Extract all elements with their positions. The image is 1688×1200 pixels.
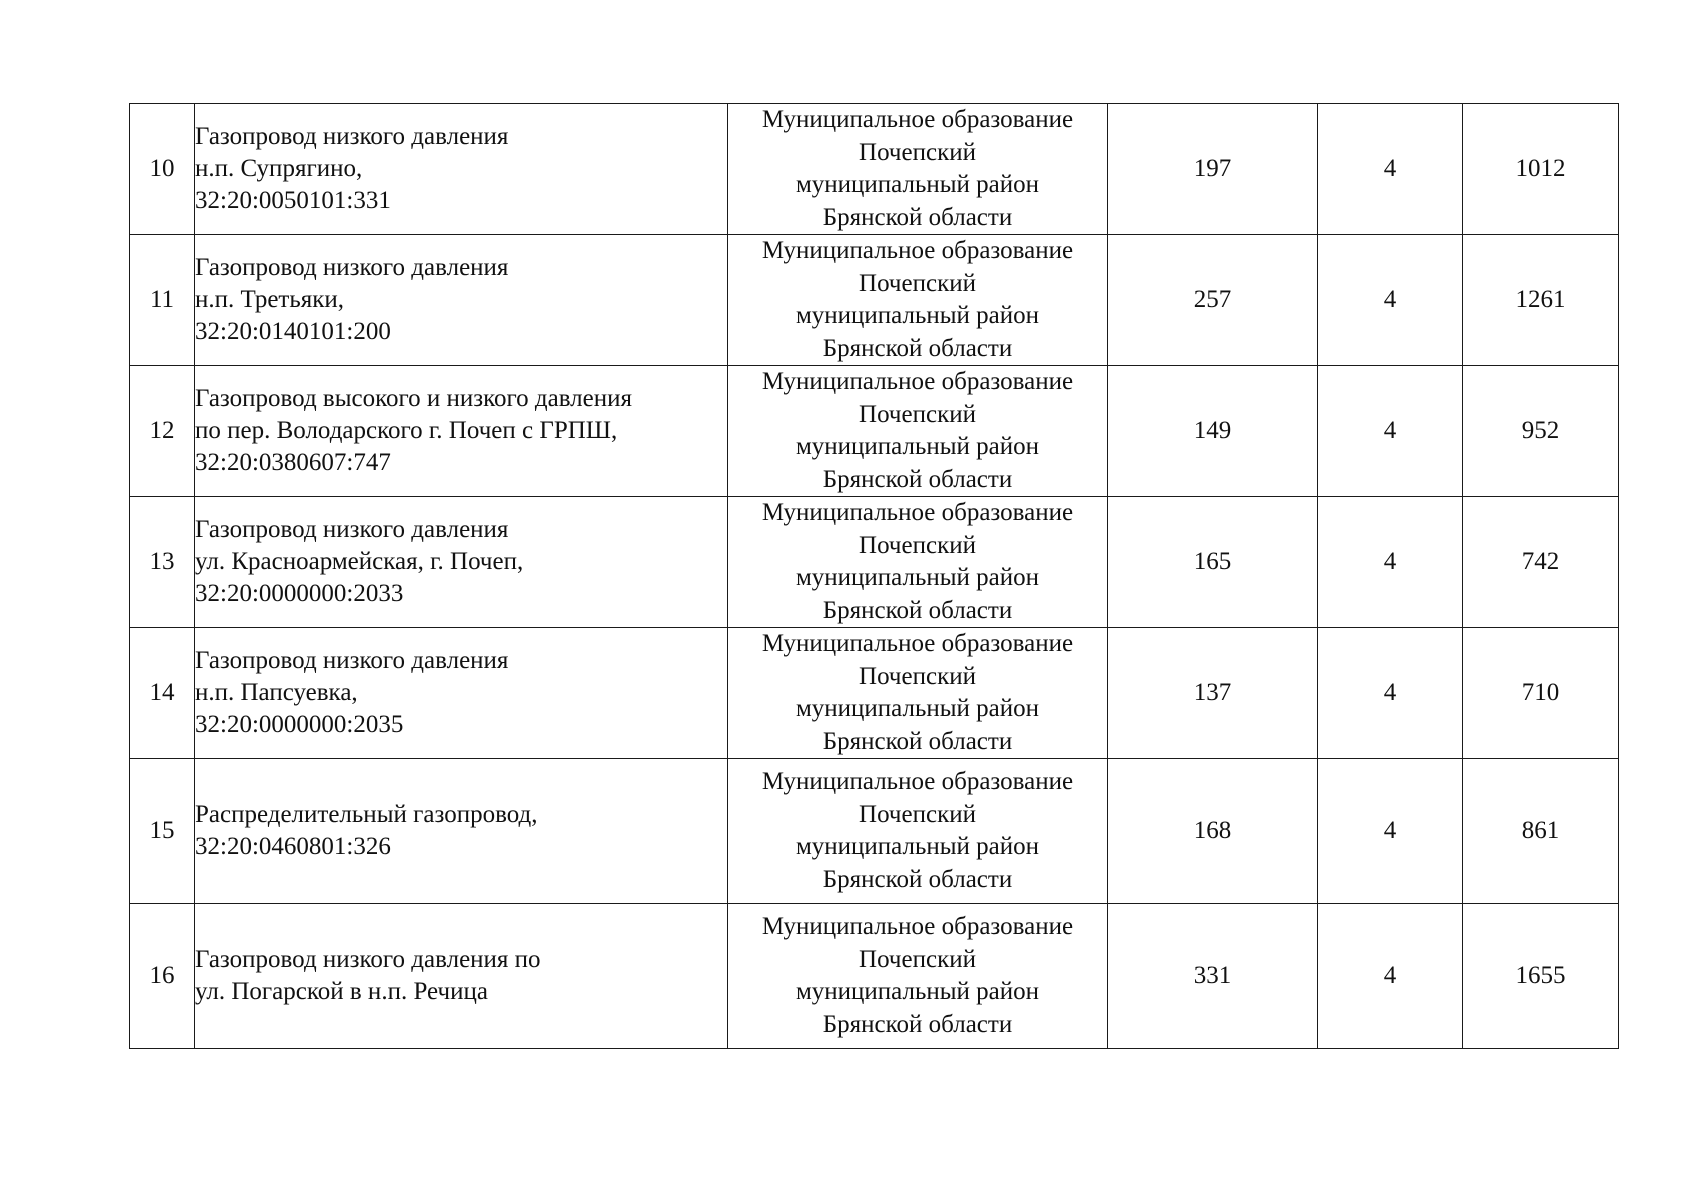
value-cell-4: 165: [1108, 497, 1318, 628]
owner-line: муниципальный район: [795, 433, 1040, 460]
object-name-line: Распределительный газопровод,: [195, 801, 538, 828]
owner-line: Брянской области: [822, 1010, 1013, 1038]
owner-line: Брянской области: [822, 465, 1013, 493]
owner-cell: [728, 759, 1108, 904]
object-name-line: Газопровод низкого давления по: [195, 946, 541, 973]
owner-line: Почепский: [859, 400, 976, 428]
owner-line: муниципальный район: [795, 171, 1040, 198]
object-name-line: по пер. Володарского г. Почеп с ГРПШ,: [195, 417, 618, 444]
owner-cell: [728, 628, 1108, 759]
value-cell-6: 742: [1463, 497, 1619, 628]
object-name-line: Газопровод низкого давления: [195, 516, 509, 543]
value-cell-6: 710: [1463, 628, 1619, 759]
object-name-line: 32:20:0140101:200: [195, 318, 391, 345]
table-row: [130, 759, 1619, 904]
value-cell-4: 197: [1108, 104, 1318, 235]
owner-cell: [728, 366, 1108, 497]
owner-line: Муниципальное образование: [761, 368, 1074, 395]
owner-line: муниципальный район: [795, 564, 1040, 591]
object-name-line: 32:20:0000000:2035: [195, 711, 404, 738]
owner-line: Муниципальное образование: [761, 630, 1074, 657]
value-cell-6: 1261: [1463, 235, 1619, 366]
owner-line: Брянской области: [822, 334, 1013, 362]
owner-line: Муниципальное образование: [761, 499, 1074, 526]
value-cell-5: 4: [1318, 235, 1463, 366]
table-row: [130, 628, 1619, 759]
value-cell-5: 4: [1318, 628, 1463, 759]
value-cell-4: 331: [1108, 904, 1318, 1049]
object-name-cell: [195, 235, 728, 366]
value-cell-6: 952: [1463, 366, 1619, 497]
value-cell-4: 168: [1108, 759, 1318, 904]
owner-cell: [728, 104, 1108, 235]
object-name-line: 32:20:0460801:326: [195, 833, 391, 860]
owner-line: Почепский: [859, 945, 976, 973]
row-number: 15: [130, 759, 195, 904]
object-name-line: ул. Погарской в н.п. Речица: [195, 978, 488, 1005]
table-body: [130, 104, 1619, 1049]
table-row: [130, 904, 1619, 1049]
value-cell-6: 861: [1463, 759, 1619, 904]
owner-cell: [728, 904, 1108, 1049]
owner-cell: [728, 497, 1108, 628]
object-name-line: Газопровод низкого давления: [195, 123, 509, 150]
value-cell-4: 149: [1108, 366, 1318, 497]
owner-line: Муниципальное образование: [761, 237, 1074, 264]
owner-line: Почепский: [859, 531, 976, 559]
object-name-line: Газопровод высокого и низкого давления: [195, 385, 633, 412]
object-name-cell: [195, 104, 728, 235]
value-cell-4: 137: [1108, 628, 1318, 759]
value-cell-4: 257: [1108, 235, 1318, 366]
owner-line: Брянской области: [822, 596, 1013, 624]
owner-line: муниципальный район: [795, 833, 1040, 860]
owner-line: муниципальный район: [795, 695, 1040, 722]
object-name-line: 32:20:0000000:2033: [195, 580, 404, 607]
owner-line: Брянской области: [822, 865, 1013, 893]
object-name-line: н.п. Супрягино,: [195, 155, 363, 182]
row-number: 16: [130, 904, 195, 1049]
owner-line: Почепский: [859, 800, 976, 828]
table-row: [130, 104, 1619, 235]
value-cell-5: 4: [1318, 366, 1463, 497]
value-cell-5: 4: [1318, 904, 1463, 1049]
value-cell-6: 1655: [1463, 904, 1619, 1049]
row-number: 14: [130, 628, 195, 759]
table-row: [130, 235, 1619, 366]
object-name-line: н.п. Третьяки,: [195, 286, 345, 313]
owner-line: Муниципальное образование: [761, 106, 1074, 133]
object-name-line: н.п. Папсуевка,: [195, 679, 358, 706]
value-cell-5: 4: [1318, 104, 1463, 235]
row-number: 13: [130, 497, 195, 628]
object-name-line: Газопровод низкого давления: [195, 254, 509, 281]
object-name-cell: [195, 759, 728, 904]
owner-line: Почепский: [859, 269, 976, 297]
object-name-cell: [195, 497, 728, 628]
object-name-line: ул. Красноармейская, г. Почеп,: [195, 548, 524, 575]
row-number: 11: [130, 235, 195, 366]
owner-line: муниципальный район: [795, 302, 1040, 329]
row-number: 10: [130, 104, 195, 235]
object-name-cell: [195, 366, 728, 497]
value-cell-5: 4: [1318, 759, 1463, 904]
owner-line: Почепский: [859, 662, 976, 690]
owner-line: Брянской области: [822, 203, 1013, 231]
table-row: [130, 497, 1619, 628]
object-name-cell: [195, 628, 728, 759]
value-cell-6: 1012: [1463, 104, 1619, 235]
value-cell-5: 4: [1318, 497, 1463, 628]
gas-pipeline-registry-table: [129, 103, 1619, 1049]
table-row: [130, 366, 1619, 497]
object-name-cell: [195, 904, 728, 1049]
object-name-line: Газопровод низкого давления: [195, 647, 509, 674]
owner-line: Почепский: [859, 138, 976, 166]
owner-line: Брянской области: [822, 727, 1013, 755]
owner-cell: [728, 235, 1108, 366]
owner-line: Муниципальное образование: [761, 768, 1074, 795]
owner-line: Муниципальное образование: [761, 913, 1074, 940]
object-name-line: 32:20:0050101:331: [195, 187, 391, 214]
object-name-line: 32:20:0380607:747: [195, 449, 391, 476]
owner-line: муниципальный район: [795, 978, 1040, 1005]
row-number: 12: [130, 366, 195, 497]
